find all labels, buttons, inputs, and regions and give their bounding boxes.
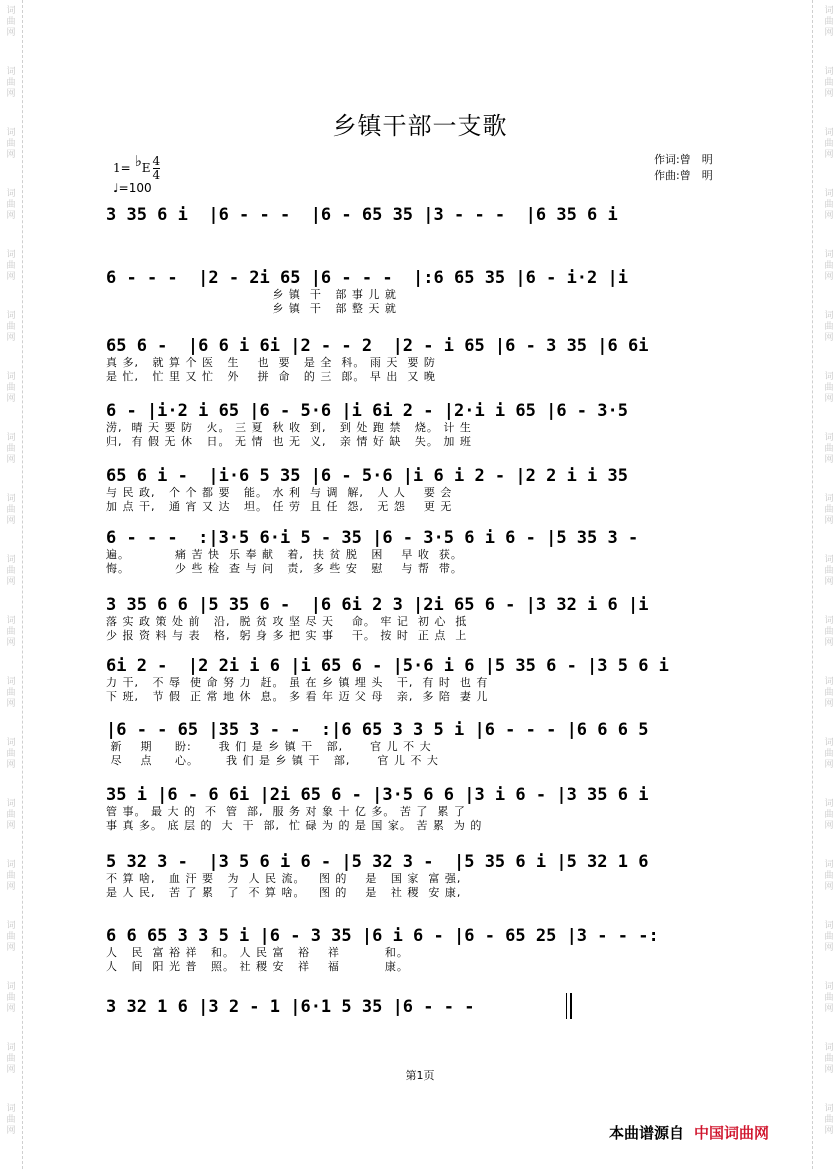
notation-line: 5 32 3 - |3 5 6 i 6 - |5 32 3 - |5 35 6 i |5 32 1 6 [106, 852, 649, 872]
lyric-line: 人 间 阳 光 普 照。 社 稷 安 祥 福 康。 [106, 960, 409, 973]
flat-icon: ♭ [134, 152, 142, 170]
watermark-text: 词 曲 网 [6, 494, 16, 526]
lyric-line: 新 期 盼: 我 们 是 乡 镇 干 部, 官 儿 不 大 [106, 740, 432, 753]
score-row [106, 268, 756, 316]
watermark-text: 词 曲 网 [824, 189, 834, 221]
watermark-text: 词 曲 网 [824, 67, 834, 99]
watermark-text: 词 曲 网 [824, 372, 834, 404]
key-signature [113, 152, 161, 182]
lyric-line: 涝, 晴 天 要 防 火。 三 夏 秋 收 到, 到 处 跑 禁 烧。 计 生 [106, 421, 472, 434]
lyric-line: 与 民 政, 个 个 都 要 能。 水 利 与 调 解, 人 人 要 会 [106, 486, 453, 499]
notation-line: 6 - - - |2 - 2i 65 |6 - - - |:6 65 35 |6 - i·2 |i [106, 268, 628, 288]
score-row [106, 720, 756, 768]
lyric-line: 不 算 啥, 血 汗 要 为 人 民 流。 图 的 是 国 家 富 强, [106, 872, 462, 885]
key-prefix: 1= [113, 161, 131, 175]
lyric-line: 乡 镇 干 部 整 天 就 [106, 302, 397, 315]
notation-line: 3 35 6 i |6 - - - |6 - 65 35 |3 - - - |6 35 6 i [106, 205, 618, 225]
score-row [106, 926, 756, 974]
score-row [106, 466, 756, 514]
score-row [106, 401, 756, 449]
source-label: 本曲谱源自 [609, 1124, 685, 1142]
lyric-line: 乡 镇 干 部 事 儿 就 [106, 288, 397, 301]
watermark-text: 词 曲 网 [824, 494, 834, 526]
notation-line: 3 35 6 6 |5 35 6 - |6 6i 2 3 |2i 65 6 - |3 32 i 6 |i [106, 595, 649, 615]
lyric-line: 真 多, 就 算 个 医 生 也 要 是 全 科。 雨 天 要 防 [106, 356, 436, 369]
notation-line: 6i 2 - |2 2i i 6 |i 65 6 - |5·6 i 6 |5 35 6 - |3 5 6 i [106, 656, 669, 676]
watermark-text: 词 曲 网 [824, 250, 834, 282]
watermark-text: 词 曲 网 [6, 921, 16, 953]
final-barline [566, 993, 572, 1019]
watermark-text: 词 曲 网 [824, 738, 834, 770]
watermark-text: 词 曲 网 [824, 6, 834, 38]
key-letter: E [141, 161, 151, 175]
lyric-line: 归, 有 假 无 休 日。 无 情 也 无 义, 亲 情 好 缺 失。 加 班 [106, 435, 472, 448]
score-row [106, 997, 756, 1017]
lyric-line: 尽 点 心。 我 们 是 乡 镇 干 部, 官 儿 不 大 [106, 754, 439, 767]
watermark-text: 词 曲 网 [6, 982, 16, 1014]
left-border [22, 0, 23, 1169]
lyric-line: 人 民 富 裕 祥 和。 人 民 富 裕 祥 和。 [106, 946, 409, 959]
score-row [106, 595, 756, 643]
source-credit [609, 1122, 769, 1143]
watermark-text: 词 曲 网 [6, 799, 16, 831]
right-watermark-column [818, 0, 840, 1169]
watermark-text: 词 曲 网 [6, 555, 16, 587]
lyric-line: 少 报 资 料 与 表 格, 躬 身 多 把 实 事 干。 按 时 正 点 上 [106, 629, 468, 642]
page-number: 第1页 [405, 1069, 435, 1082]
watermark-text: 词 曲 网 [6, 677, 16, 709]
notation-line: 6 6 65 3 3 5 i |6 - 3 35 |6 i 6 - |6 - 65 25 |3 - - -: [106, 926, 659, 946]
watermark-text: 词 曲 网 [824, 1104, 834, 1136]
watermark-text: 词 曲 网 [6, 433, 16, 465]
lyric-line: 力 干, 不 辱 使 命 努 力 赶。 虽 在 乡 镇 埋 头 干, 有 时 也 有 [106, 676, 489, 689]
watermark-text: 词 曲 网 [6, 1043, 16, 1075]
watermark-text: 词 曲 网 [6, 738, 16, 770]
lyric-line: 加 点 干, 通 宵 又 达 坦。 任 劳 且 任 怨, 无 怨 更 无 [106, 500, 453, 513]
notation-line: 3 32 1 6 |3 2 - 1 |6·1 5 35 |6 - - - [106, 997, 475, 1017]
lyric-line: 悔。 少 些 检 查 与 问 责, 多 些 安 慰 与 帮 带。 [106, 562, 463, 575]
song-title: 乡镇干部一支歌 [332, 112, 508, 140]
lyric-line: 事 真 多。 底 层 的 大 干 部, 忙 碌 为 的 是 国 家。 苦 累 为 的 [106, 819, 483, 832]
score-row [106, 205, 756, 225]
left-watermark-column [0, 0, 22, 1169]
watermark-text: 词 曲 网 [6, 128, 16, 160]
time-signature-top: 4 [152, 154, 161, 168]
watermark-text: 词 曲 网 [6, 860, 16, 892]
watermark-text: 词 曲 网 [824, 311, 834, 343]
watermark-text: 词 曲 网 [6, 311, 16, 343]
notation-line: 65 6 i - |i·6 5 35 |6 - 5·6 |i 6 i 2 - |2 2 i i 35 [106, 466, 628, 486]
time-signature [153, 155, 161, 182]
watermark-text: 词 曲 网 [824, 982, 834, 1014]
lyric-line: 管 事。 最 大 的 不 管 部, 服 务 对 象 十 亿 多。 苦 了 累 了 [106, 805, 466, 818]
notation-line: 65 6 - |6 6 i 6i |2 - - 2 |2 - i 65 |6 - 3 35 |6 6i [106, 336, 649, 356]
tempo-marking: ♩=100 [113, 181, 152, 195]
composer: 作曲:曾 明 [654, 169, 713, 182]
score-row [106, 528, 756, 576]
watermark-text: 词 曲 网 [6, 1104, 16, 1136]
lyric-line: 是 忙, 忙 里 又 忙 外 拼 命 的 三 郎。 早 出 又 晚 [106, 370, 436, 383]
score-row [106, 336, 756, 384]
watermark-text: 词 曲 网 [824, 433, 834, 465]
notation-line: 6 - - - :|3·5 6·i 5 - 35 |6 - 3·5 6 i 6 - |5 35 3 - [106, 528, 639, 548]
watermark-text: 词 曲 网 [6, 250, 16, 282]
watermark-text: 词 曲 网 [824, 555, 834, 587]
watermark-text: 词 曲 网 [824, 921, 834, 953]
watermark-text: 词 曲 网 [6, 67, 16, 99]
watermark-text: 词 曲 网 [824, 860, 834, 892]
credits [654, 152, 713, 184]
score-row [106, 785, 756, 833]
lyric-line: 落 实 政 策 处 前 沿, 脱 贫 攻 坚 尽 天 命。 牢 记 初 心 抵 [106, 615, 468, 628]
watermark-text: 词 曲 网 [824, 799, 834, 831]
watermark-text: 词 曲 网 [6, 189, 16, 221]
lyricist: 作词:曾 明 [654, 153, 713, 166]
watermark-text: 词 曲 网 [6, 372, 16, 404]
watermark-text: 词 曲 网 [824, 616, 834, 648]
lyric-line: 是 人 民, 苦 了 累 了 不 算 啥。 图 的 是 社 稷 安 康, [106, 886, 462, 899]
watermark-text: 词 曲 网 [824, 1043, 834, 1075]
source-site: 中国词曲网 [694, 1124, 770, 1142]
time-signature-bottom: 4 [152, 168, 161, 182]
notation-line: |6 - - 65 |35 3 - - :|6 65 3 3 5 i |6 - - - |6 6 6 5 [106, 720, 649, 740]
notation-line: 35 i |6 - 6 6i |2i 65 6 - |3·5 6 6 |3 i 6 - |3 35 6 i [106, 785, 649, 805]
watermark-text: 词 曲 网 [6, 616, 16, 648]
score-row [106, 656, 756, 704]
notation-line: 6 - |i·2 i 65 |6 - 5·6 |i 6i 2 - |2·i i 65 |6 - 3·5 [106, 401, 628, 421]
watermark-text: 词 曲 网 [824, 677, 834, 709]
score-row [106, 852, 756, 900]
watermark-text: 词 曲 网 [6, 6, 16, 38]
lyric-line: 下 班, 节 假 正 常 地 休 息。 多 看 年 迈 父 母 亲, 多 陪 妻 儿 [106, 690, 489, 703]
lyric-line: 遍。 痛 苦 快 乐 奉 献 着, 扶 贫 脱 困 早 收 获。 [106, 548, 463, 561]
right-border [812, 0, 813, 1169]
watermark-text: 词 曲 网 [824, 128, 834, 160]
